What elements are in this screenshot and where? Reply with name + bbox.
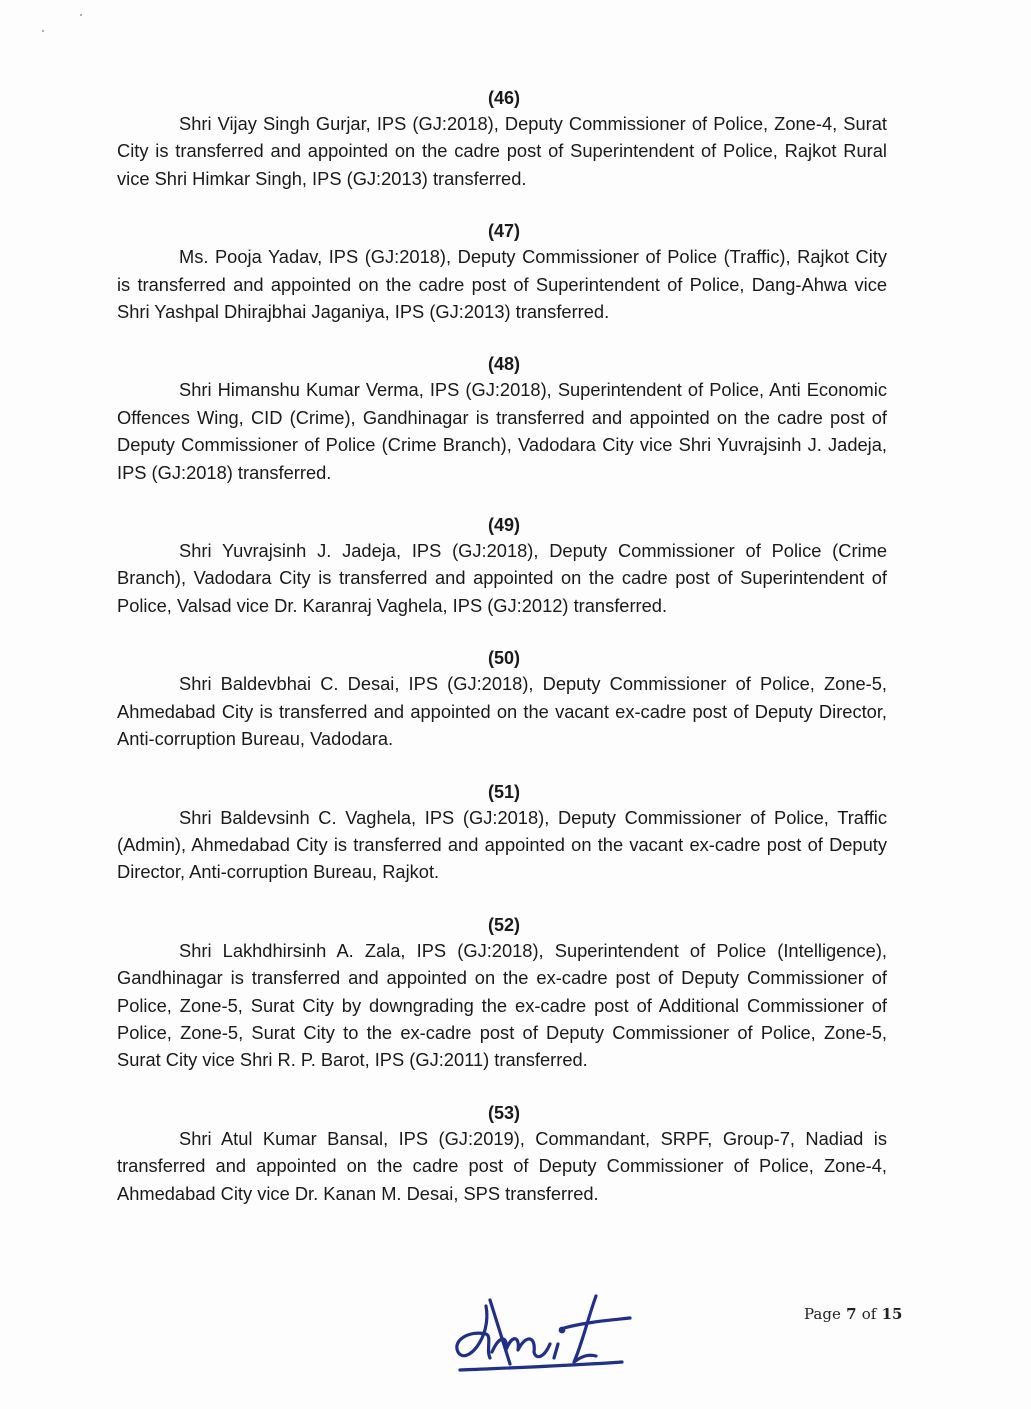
document-body — [117, 86, 887, 1207]
section-number: (49) — [487, 515, 520, 536]
section-paragraph: Shri Himanshu Kumar Verma, IPS (GJ:2018), Superintendent of Police, Anti Economic Offences Wing, CID (Crime), Gandhinagar is transferred and appointed on the cadre post of Deputy Commissioner of Police (Crime Branch), Vadodara City vice Shri Yuvrajsinh J. Jadeja, IPS (GJ:2018) transferred. — [117, 379, 887, 483]
order-section-52 — [117, 913, 887, 1074]
page-label: Page — [804, 1305, 841, 1323]
order-section-47 — [117, 219, 887, 325]
section-number: (47) — [487, 221, 520, 242]
order-section-48 — [117, 352, 887, 486]
section-paragraph: Shri Baldevbhai C. Desai, IPS (GJ:2018), Deputy Commissioner of Police, Zone-5, Ahmedabad City is transferred and appointed on the vacant ex-cadre post of Deputy Director, Anti-corruption Bureau, Vadodara. — [117, 673, 887, 750]
section-paragraph: Shri Lakhdhirsinh A. Zala, IPS (GJ:2018), Superintendent of Police (Intelligence), Gandhinagar is transferred and appointed on the ex-cadre post of Deputy Commissioner of Police, Zone-5, Surat City by downgrading the ex-cadre post of Additional Commissioner of Police, Zone-5, Surat City to the ex-cadre post of Deputy Commissioner of Police, Zone-5, Surat City vice Shri R. P. Barot, IPS (GJ:2011) transferred. — [117, 939, 887, 1071]
section-paragraph: Shri Atul Kumar Bansal, IPS (GJ:2019), Commandant, SRPF, Group-7, Nadiad is transferred and appointed on the cadre post of Deputy Commissioner of Police, Zone-4, Ahmedabad City vice Dr. Kanan M. Desai, SPS transferred. — [117, 1127, 887, 1204]
section-number: (53) — [487, 1102, 520, 1123]
order-section-53 — [117, 1101, 887, 1207]
page-number: 7 — [846, 1305, 857, 1323]
section-paragraph: Shri Vijay Singh Gurjar, IPS (GJ:2018), Deputy Commissioner of Police, Zone-4, Surat City is transferred and appointed on the cadre post of Superintendent of Police, Rajkot Rural vice Shri Himkar Singh, IPS (GJ:2013) transferred. — [117, 113, 887, 189]
section-paragraph: Shri Yuvrajsinh J. Jadeja, IPS (GJ:2018), Deputy Commissioner of Police (Crime Branch), Vadodara City is transferred and appointed on the cadre post of Superintendent of Police, Valsad vice Dr. Karanraj Vaghela, IPS (GJ:2012) transferred. — [117, 540, 887, 616]
section-number: (48) — [487, 354, 520, 375]
order-section-46 — [117, 86, 887, 192]
order-section-51 — [117, 780, 887, 886]
scan-speck — [80, 14, 82, 16]
scan-speck — [42, 30, 44, 32]
section-paragraph: Ms. Pooja Yadav, IPS (GJ:2018), Deputy Commissioner of Police (Traffic), Rajkot City is transferred and appointed on the cadre post of Superintendent of Police, Dang-Ahwa vice Shri Yashpal Dhirajbhai Jaganiya, IPS (GJ:2013) transferred. — [117, 246, 887, 323]
order-section-49 — [117, 513, 887, 619]
section-paragraph: Shri Baldevsinh C. Vaghela, IPS (GJ:2018), Deputy Commissioner of Police, Traffic (Admin), Ahmedabad City is transferred and appointed on the vacant ex-cadre post of Deputy Director, Anti-corruption Bureau, Rajkot. — [117, 806, 887, 883]
section-number: (50) — [487, 648, 520, 669]
of-label: of — [861, 1305, 877, 1323]
order-section-50 — [117, 646, 887, 752]
section-number: (46) — [487, 88, 520, 108]
section-number: (51) — [487, 781, 520, 802]
total-pages: 15 — [881, 1305, 903, 1323]
handwritten-signature — [446, 1278, 646, 1378]
page-footer — [804, 1305, 902, 1323]
section-number: (52) — [487, 914, 520, 935]
